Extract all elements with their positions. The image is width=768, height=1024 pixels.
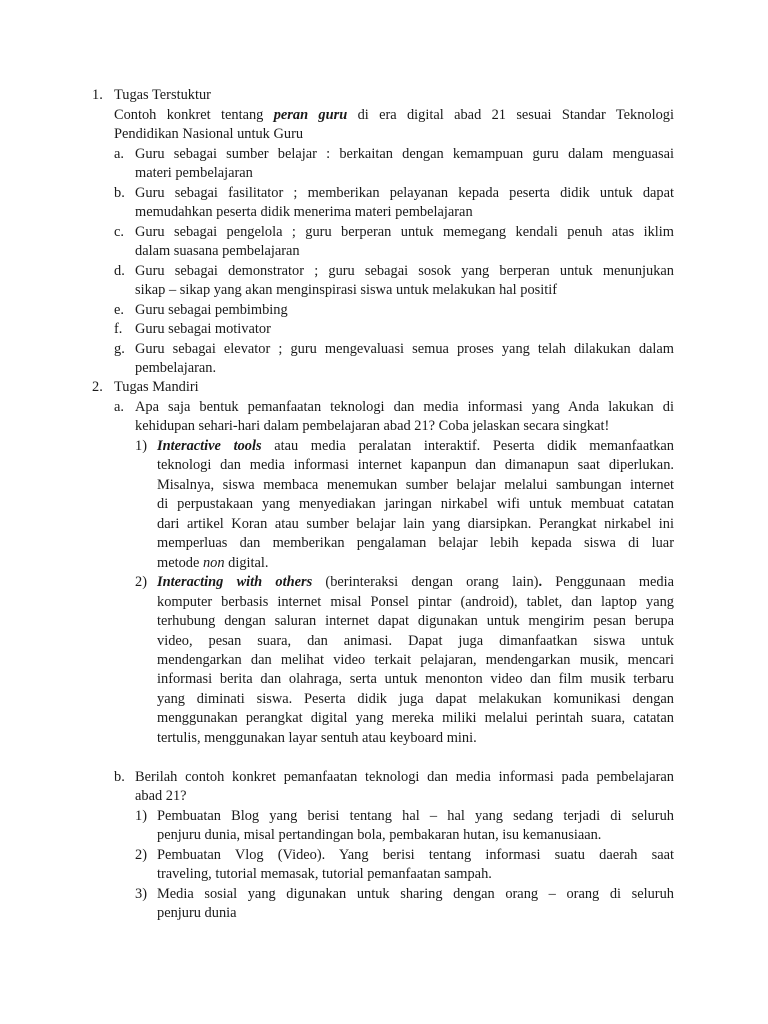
answer-a1-line-2: teknologi dan media informasi internet kapanpun dan dimanapun saat diperlukan. <box>157 457 674 473</box>
answer-a1-marker: 1) <box>135 438 147 454</box>
question-a-line-1: Apa saja bentuk pemanfaatan teknologi dan media informasi yang Anda lakukan di <box>135 399 674 415</box>
item-f-line-1: Guru sebagai motivator <box>135 321 271 337</box>
answer-a2-line-4: video, pesan suara, dan animasi. Dapat juga dimanfaatkan siswa untuk <box>157 633 674 649</box>
answer-a2-line-3: terhubung dengan saluran internet dapat digunakan untuk mengirim pesan berupa <box>157 613 674 629</box>
section-1-number: 1. <box>92 87 103 103</box>
item-a-line-1: Guru sebagai sumber belajar : berkaitan dengan kemampuan guru dalam menguasai <box>135 146 674 162</box>
item-c-line-1: Guru sebagai pengelola ; guru berperan untuk memegang kendali penuh atas iklim <box>135 224 674 240</box>
answer-b2-marker: 2) <box>135 847 147 863</box>
item-d-marker: d. <box>114 263 125 279</box>
question-a-line-2: kehidupan sehari-hari dalam pembelajaran abad 21? Coba jelaskan secara singkat! <box>135 418 610 434</box>
item-f-marker: f. <box>114 321 123 337</box>
item-d-line-1: Guru sebagai demonstrator ; guru sebagai sosok yang berperan untuk menunjukan <box>135 263 674 279</box>
question-b-line-1: Berilah contoh konkret pemanfaatan teknologi dan media informasi pada pembelajaran <box>135 769 674 785</box>
answer-a2-line-2: komputer berbasis internet misal Ponsel pintar (android), tablet, dan laptop yang <box>157 594 674 610</box>
answer-a2-line-7: yang diminati siswa. Peserta didik juga dapat melakukan komunikasi dengan <box>157 691 674 707</box>
answer-a2-line-8: menggunakan perangkat digital yang mereka miliki melalui perintah suara, catatan <box>157 710 674 726</box>
item-c-line-2: dalam suasana pembelajaran <box>135 243 300 259</box>
item-a-line-2: materi pembelajaran <box>135 165 253 181</box>
interactive-tools-term: Interactive tools <box>157 438 262 454</box>
answer-a1-line-1: Interactive tools atau media peralatan interaktif. Peserta didik memanfaatkan <box>157 438 674 454</box>
section-2-title: Tugas Mandiri <box>114 379 199 395</box>
answer-b3-marker: 3) <box>135 886 147 902</box>
answer-b2-line-1: Pembuatan Vlog (Video). Yang berisi tentang informasi suatu daerah saat <box>157 847 674 863</box>
item-g-line-2: pembelajaran. <box>135 360 217 376</box>
answer-b1-marker: 1) <box>135 808 147 824</box>
item-e-marker: e. <box>114 302 124 318</box>
item-c-marker: c. <box>114 224 124 240</box>
answer-a1-line-4: di perpustakaan yang menyediakan jaringan nirkabel wifi untuk membuat catatan <box>157 496 674 512</box>
answer-a2-line-5: mendengarkan dan melihat video terkait pelajaran, mendengarkan musik, mencari <box>157 652 674 668</box>
section-2-number: 2. <box>92 379 103 395</box>
answer-b1-line-1: Pembuatan Blog yang berisi tentang hal – hal yang sedang terjadi di seluruh <box>157 808 674 824</box>
section-1-intro-line-1: Contoh konkret tentang peran guru di era digital abad 21 sesuai Standar Teknologi <box>114 107 674 123</box>
section-1-title: Tugas Terstuktur <box>114 87 211 103</box>
question-b-line-2: abad 21? <box>135 788 187 804</box>
answer-b1-line-2: penjuru dunia, misal pertandingan bola, pembakaran hutan, isu kemanusiaan. <box>157 827 602 843</box>
answer-a2-line-6: informasi berita dan olahraga, serta untuk menonton video dan film musik terbaru <box>157 671 674 687</box>
answer-a2-marker: 2) <box>135 574 147 590</box>
non-emphasis: non <box>202 555 225 571</box>
answer-b3-line-2: penjuru dunia <box>157 905 237 921</box>
item-a-marker: a. <box>114 146 124 162</box>
item-g-line-1: Guru sebagai elevator ; guru mengevaluasi semua proses yang telah dilakukan dalam <box>135 341 674 357</box>
peran-guru-emphasis: peran guru <box>273 107 348 123</box>
item-b-line-1: Guru sebagai fasilitator ; memberikan pelayanan kepada peserta didik untuk dapat <box>135 185 674 201</box>
item-d-line-2: sikap – sikap yang akan menginspirasi siswa untuk melakukan hal positif <box>135 282 558 298</box>
answer-a1-line-6: memperluas dan memberikan pengalaman belajar lebih kepada siswa di luar <box>157 535 674 551</box>
item-e-line-1: Guru sebagai pembimbing <box>135 302 288 318</box>
section-1-intro-line-2: Pendidikan Nasional untuk Guru <box>114 126 304 142</box>
answer-a1-line-7: metode non digital. <box>157 555 269 571</box>
answer-a1-line-3: Misalnya, siswa membaca menemukan sumber belajar melalui sambungan internet <box>157 477 674 493</box>
answer-a2-line-1: Interacting with others (berinteraksi dengan orang lain). Penggunaan media <box>157 574 674 590</box>
answer-b3-line-1: Media sosial yang digunakan untuk sharing dengan orang – orang di seluruh <box>157 886 674 902</box>
answer-b2-line-2: traveling, tutorial memasak, tutorial pemanfaatan sampah. <box>157 866 492 882</box>
answer-a1-line-5: dari artikel Koran atau sumber belajar lain yang diarsipkan. Perangkat nirkabel ini <box>157 516 674 532</box>
item-b-line-2: memudahkan peserta didik menerima materi pembelajaran <box>135 204 473 220</box>
question-a-marker: a. <box>114 399 124 415</box>
interacting-with-others-term: Interacting with others <box>157 574 313 590</box>
question-b-marker: b. <box>114 769 125 785</box>
item-g-marker: g. <box>114 341 125 357</box>
answer-a2-line-9: tertulis, menggunakan layar sentuh atau keyboard mini. <box>157 730 477 746</box>
item-b-marker: b. <box>114 185 125 201</box>
